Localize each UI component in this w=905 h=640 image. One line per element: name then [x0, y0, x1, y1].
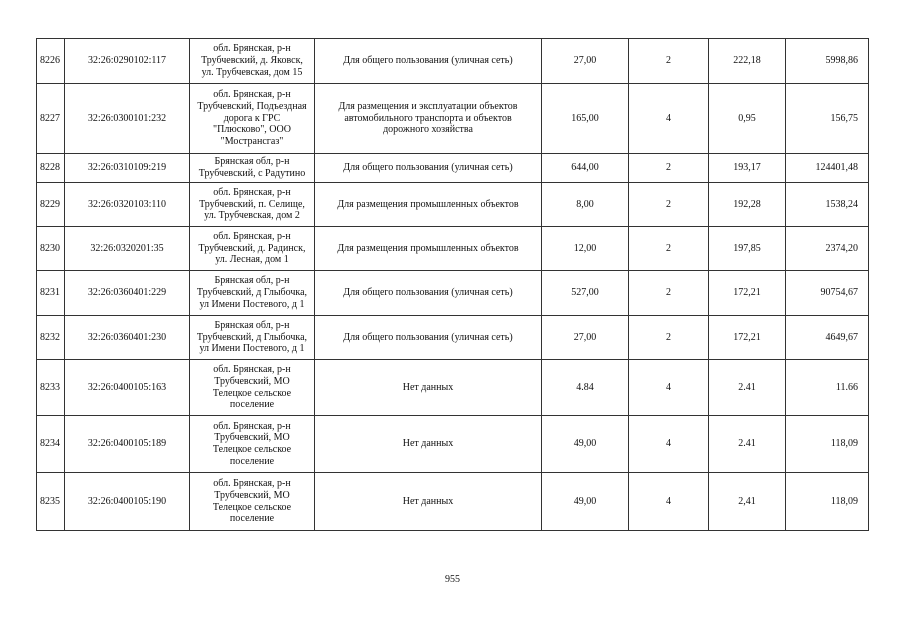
- row-number-cell: 8229: [37, 183, 65, 227]
- area-cell: 27,00: [542, 316, 629, 360]
- rate-cell: 2.41: [709, 416, 786, 473]
- cadastral-number-cell: 32:26:0290102:117: [65, 39, 190, 84]
- cadastral-number-cell: 32:26:0310109:219: [65, 154, 190, 183]
- usage-cell-line: Для общего пользования (уличная сеть): [343, 162, 513, 174]
- area-cell: 4.84: [542, 360, 629, 416]
- row-number-cell: 8228: [37, 154, 65, 183]
- usage-cell: [315, 227, 542, 271]
- row-number-cell: 8235: [37, 473, 65, 531]
- usage-cell-line: Нет данных: [402, 438, 454, 450]
- address-cell-line: обл. Брянская, р-н: [213, 43, 291, 55]
- usage-cell: [315, 360, 542, 416]
- value-cell: 2374,20: [786, 227, 869, 271]
- usage-cell: [315, 473, 542, 531]
- address-cell-line: Трубчевский, д Глыбочка,: [196, 287, 308, 299]
- group-cell: 2: [629, 183, 709, 227]
- group-cell: 2: [629, 227, 709, 271]
- address-cell-line: ул. Трубчевская, дом 15: [201, 66, 303, 78]
- area-cell: 49,00: [542, 473, 629, 531]
- value-cell: 90754,67: [786, 271, 869, 316]
- usage-cell: [315, 39, 542, 84]
- address-cell-line: дорога к ГРС: [223, 112, 281, 124]
- cadastral-number-cell: 32:26:0320201:35: [65, 227, 190, 271]
- usage-cell-line: Для общего пользования (уличная сеть): [343, 287, 513, 299]
- address-cell: [190, 39, 315, 84]
- address-cell-line: Трубчевский, д. Яковск,: [201, 55, 303, 67]
- cadastral-number-cell: 32:26:0320103:110: [65, 183, 190, 227]
- value-cell: 4649,67: [786, 316, 869, 360]
- rate-cell: 2,41: [709, 473, 786, 531]
- rate-cell: 193,17: [709, 154, 786, 183]
- group-cell: 2: [629, 271, 709, 316]
- address-cell: [190, 316, 315, 360]
- row-number-cell: 8226: [37, 39, 65, 84]
- table-row: [37, 39, 869, 84]
- value-cell: 124401,48: [786, 154, 869, 183]
- usage-cell: [315, 271, 542, 316]
- table-row: [37, 183, 869, 227]
- table-row: [37, 84, 869, 154]
- row-number-cell: 8231: [37, 271, 65, 316]
- address-cell: [190, 473, 315, 531]
- group-cell: 4: [629, 360, 709, 416]
- cadastral-number-cell: 32:26:0400105:163: [65, 360, 190, 416]
- address-cell: [190, 183, 315, 227]
- table-row: [37, 416, 869, 473]
- cadastral-number-cell: 32:26:0360401:229: [65, 271, 190, 316]
- rate-cell: 172,21: [709, 271, 786, 316]
- group-cell: 4: [629, 84, 709, 154]
- address-cell-line: "Плюсково", ООО: [213, 124, 291, 136]
- address-cell-line: обл. Брянская, р-н: [213, 420, 291, 432]
- rate-cell: 222,18: [709, 39, 786, 84]
- address-cell-line: Брянская обл, р-н: [214, 319, 290, 331]
- cadastral-number-cell: 32:26:0300101:232: [65, 84, 190, 154]
- address-cell: [190, 227, 315, 271]
- table-row: [37, 473, 869, 531]
- table-row: [37, 227, 869, 271]
- cadastral-number-cell: 32:26:0400105:189: [65, 416, 190, 473]
- address-cell-line: Трубчевский, д. Радинск,: [198, 242, 306, 254]
- address-cell-line: Трубчевский, МО: [214, 432, 290, 444]
- row-number-cell: 8230: [37, 227, 65, 271]
- usage-cell-line: Для общего пользования (уличная сеть): [343, 331, 513, 343]
- group-cell: 4: [629, 473, 709, 531]
- address-cell-line: ул Имени Постевого, д 1: [199, 343, 305, 355]
- address-cell-line: ул. Лесная, дом 1: [215, 254, 289, 266]
- usage-cell-line: Для общего пользования (уличная сеть): [343, 55, 513, 67]
- address-cell-line: обл. Брянская, р-н: [213, 364, 291, 376]
- address-cell-line: "Мострансгаз": [220, 136, 284, 148]
- row-number-cell: 8234: [37, 416, 65, 473]
- cadastral-number-cell: 32:26:0360401:230: [65, 316, 190, 360]
- value-cell: 5998,86: [786, 39, 869, 84]
- address-cell-line: Трубчевский, МО: [214, 375, 290, 387]
- area-cell: 527,00: [542, 271, 629, 316]
- area-cell: 27,00: [542, 39, 629, 84]
- address-cell-line: Трубчевский, п. Селище,: [199, 198, 305, 210]
- cadastral-number-cell: 32:26:0400105:190: [65, 473, 190, 531]
- rate-cell: 2.41: [709, 360, 786, 416]
- area-cell: 165,00: [542, 84, 629, 154]
- cadastral-table: [36, 38, 869, 531]
- address-cell-line: обл. Брянская, р-н: [213, 478, 291, 490]
- row-number-cell: 8233: [37, 360, 65, 416]
- area-cell: 12,00: [542, 227, 629, 271]
- usage-cell: [315, 183, 542, 227]
- address-cell-line: Телецкое сельское: [212, 501, 292, 513]
- address-cell: [190, 360, 315, 416]
- area-cell: 644,00: [542, 154, 629, 183]
- address-cell-line: поселение: [229, 399, 275, 411]
- area-cell: 49,00: [542, 416, 629, 473]
- table-body: [37, 39, 869, 531]
- value-cell: 1538,24: [786, 183, 869, 227]
- usage-cell-line: автомобильного транспорта и объектов: [344, 112, 512, 124]
- address-cell: [190, 416, 315, 473]
- group-cell: 2: [629, 154, 709, 183]
- address-cell: [190, 84, 315, 154]
- group-cell: 2: [629, 39, 709, 84]
- address-cell-line: Брянская обл, р-н: [214, 156, 290, 168]
- rate-cell: 0,95: [709, 84, 786, 154]
- address-cell: [190, 154, 315, 183]
- address-cell-line: поселение: [229, 455, 275, 467]
- value-cell: 118,09: [786, 473, 869, 531]
- usage-cell-line: Нет данных: [402, 381, 454, 393]
- address-cell-line: Трубчевский, МО: [214, 489, 290, 501]
- table-row: [37, 316, 869, 360]
- address-cell-line: ул. Трубчевская, дом 2: [204, 210, 300, 222]
- address-cell-line: Телецкое сельское: [212, 444, 292, 455]
- table-row: [37, 271, 869, 316]
- rate-cell: 197,85: [709, 227, 786, 271]
- usage-cell-line: дорожного хозяйства: [383, 124, 473, 136]
- usage-cell: [315, 154, 542, 183]
- rate-cell: 192,28: [709, 183, 786, 227]
- value-cell: 156,75: [786, 84, 869, 154]
- address-cell-line: Трубчевский, д Глыбочка,: [196, 331, 308, 343]
- usage-cell: [315, 416, 542, 473]
- address-cell-line: обл. Брянская, р-н: [213, 89, 291, 101]
- usage-cell-line: Нет данных: [402, 495, 454, 507]
- row-number-cell: 8232: [37, 316, 65, 360]
- value-cell: 118,09: [786, 416, 869, 473]
- address-cell-line: обл. Брянская, р-н: [213, 186, 291, 198]
- group-cell: 2: [629, 316, 709, 360]
- row-number-cell: 8227: [37, 84, 65, 154]
- address-cell-line: поселение: [229, 513, 275, 525]
- address-cell-line: ул Имени Постевого, д 1: [199, 298, 305, 310]
- usage-cell: [315, 316, 542, 360]
- page-number: 955: [445, 574, 460, 585]
- address-cell-line: Брянская обл, р-н: [214, 275, 290, 287]
- usage-cell-line: Для размещения промышленных объектов: [337, 198, 519, 210]
- address-cell-line: Трубчевский, Подъездная: [197, 100, 307, 112]
- value-cell: 11.66: [786, 360, 869, 416]
- table-row: [37, 154, 869, 183]
- area-cell: 8,00: [542, 183, 629, 227]
- address-cell-line: обл. Брянская, р-н: [213, 230, 291, 242]
- address-cell: [190, 271, 315, 316]
- usage-cell-line: Для размещения промышленных объектов: [337, 242, 519, 254]
- group-cell: 4: [629, 416, 709, 473]
- usage-cell-line: Для размещения и эксплуатации объектов: [338, 100, 518, 112]
- rate-cell: 172,21: [709, 316, 786, 360]
- address-cell-line: Телецкое сельское: [212, 387, 292, 399]
- address-cell-line: Трубчевский, с Радутино: [198, 168, 306, 179]
- usage-cell: [315, 84, 542, 154]
- table-row: [37, 360, 869, 416]
